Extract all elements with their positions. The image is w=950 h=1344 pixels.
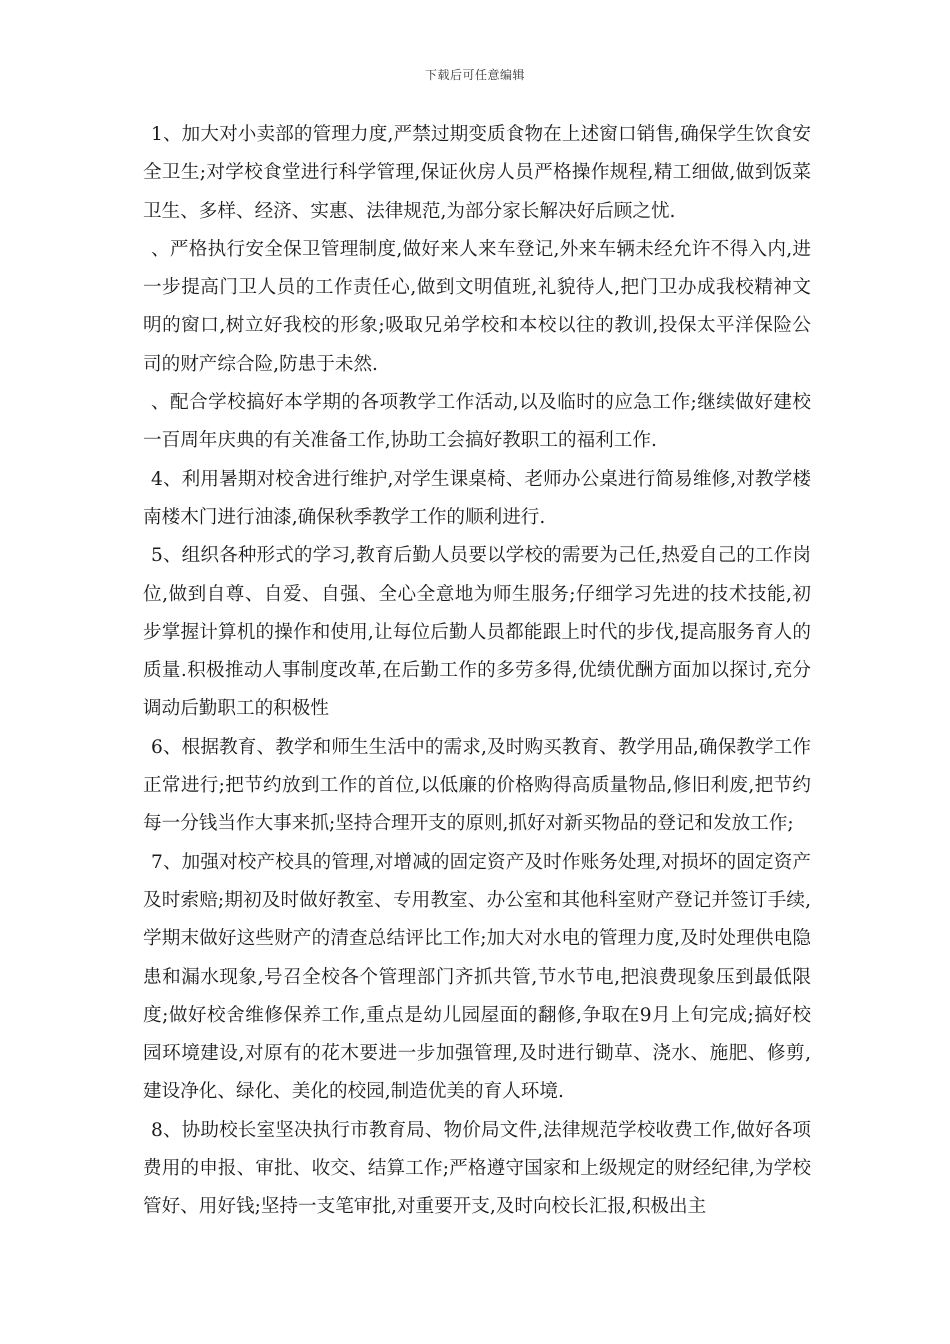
paragraph-7: 7、加强对校产校具的管理,对增减的固定资产及时作账务处理,对损坏的固定资产及时索赔;期初及时做好教室、专用教室、办公室和其他科室财产登记并签订手续,学期末做好这些财产的清查总结评比工作;加大对水电的管理力度,及时处理供电隐患和漏水现象,号召全校各个管理部门齐抓共管,节水节电,把浪费现象压到最低限度;做好校舍维修保养工作,重点是幼儿园屋面的翻修,争取在9月上旬完成;搞好校园环境建设,对原有的花木要进一步加强管理,及时进行锄草、浇水、施肥、修剪,建设净化、绿化、美化的校园,制造优美的育人环境. <box>143 851 811 1103</box>
page-header: 下载后可任意编辑 <box>424 68 525 82</box>
document-body <box>143 116 811 1227</box>
paragraph-1: 1、加大对小卖部的管理力度,严禁过期变质食物在上述窗口销售,确保学生饮食安全卫生;对学校食堂进行科学管理,保证伙房人员严格操作规程,精工细做,做到饭菜卫生、多样、经济、实惠、法律规范,为部分家长解决好后顾之忧. <box>143 124 811 222</box>
paragraph-5: 5、组织各种形式的学习,教育后勤人员要以学校的需要为己任,热爱自己的工作岗位,做到自尊、自爱、自强、全心全意地为师生服务;仔细学习先进的技术技能,初步掌握计算机的操作和使用,让每位后勤人员都能跟上时代的步伐,提高服务育人的质量.积极推动人事制度改革,在后勤工作的多劳多得,优绩优酬方面加以探讨,充分调动后勤职工的积极性 <box>143 545 811 720</box>
paragraph-6: 6、根据教育、教学和师生生活中的需求,及时购买教育、教学用品,确保教学工作正常进行;把节约放到工作的首位,以低廉的价格购得高质量物品,修旧利废,把节约每一分钱当作大事来抓;坚持合理开支的原则,抓好对新买物品的登记和发放工作; <box>143 736 811 835</box>
paragraph-8: 8、协助校长室坚决执行市教育局、物价局文件,法律规范学校收费工作,做好各项费用的申报、审批、收交、结算工作;严格遵守国家和上级规定的财经纪律,为学校管好、用好钱;坚持一支笔审批,对重要开支,及时向校长汇报,积极出主 <box>143 1119 811 1218</box>
paragraph-2: 、严格执行安全保卫管理制度,做好来人来车登记,外来车辆未经允许不得入内,进一步提高门卫人员的工作责任心,做到文明值班,礼貌待人,把门卫办成我校精神文明的窗口,树立好我校的形象;吸取兄弟学校和本校以往的教训,投保太平洋保险公司的财产综合险,防患于未然. <box>143 238 811 375</box>
paragraph-4: 4、利用暑期对校舍进行维护,对学生课桌椅、老师办公桌进行简易维修,对教学楼南楼木门进行油漆,确保秋季教学工作的顺利进行. <box>143 468 811 528</box>
paragraph-3: 、配合学校搞好本学期的各项教学工作活动,以及临时的应急工作;继续做好建校一百周年庆典的有关准备工作,协助工会搞好教职工的福利工作. <box>143 392 811 452</box>
